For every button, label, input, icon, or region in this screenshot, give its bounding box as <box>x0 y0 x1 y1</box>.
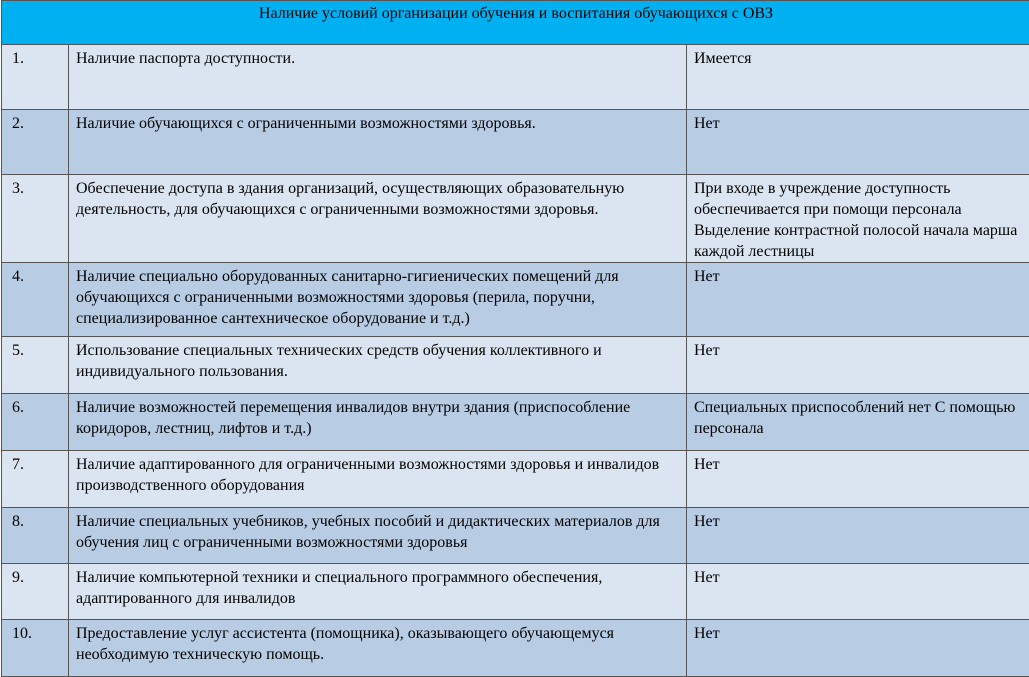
row-number: 9. <box>2 564 69 620</box>
row-number: 6. <box>2 394 69 451</box>
row-number: 2. <box>2 110 69 175</box>
row-value: Имеется <box>687 45 1029 110</box>
table-row <box>2 263 1029 337</box>
row-number: 5. <box>2 337 69 394</box>
row-value: Специальных приспособлений нет С помощью персонала <box>687 394 1029 451</box>
table-title: Наличие условий организации обучения и воспитания обучающихся с ОВЗ <box>2 1 1029 45</box>
row-description: Наличие компьютерной техники и специального программного обеспечения, адаптированного для инвалидов <box>69 564 687 620</box>
row-description: Наличие паспорта доступности. <box>69 45 687 110</box>
row-description: Использование специальных технических средств обучения коллективного и индивидуального пользования. <box>69 337 687 394</box>
row-description: Наличие специальных учебников, учебных пособий и дидактических материалов для обучения лиц с ограниченными возможностями здоровья <box>69 508 687 564</box>
row-description: Наличие возможностей перемещения инвалидов внутри здания (приспособление коридоров, лестниц, лифтов и т.д.) <box>69 394 687 451</box>
row-description: Обеспечение доступа в здания организаций, осуществляющих образовательную деятельность, для обучающихся с ограниченными возможностями здоровья. <box>69 175 687 263</box>
table-row <box>2 45 1029 110</box>
table-row <box>2 451 1029 508</box>
row-description: Наличие специально оборудованных санитарно-гигиенических помещений для обучающихся с ограниченными возможностями здоровья (перила, поручни, специализированное сантехническое оборудование и т.д.) <box>69 263 687 337</box>
row-value: Нет <box>687 337 1029 394</box>
row-value: Нет <box>687 620 1029 677</box>
table-row <box>2 620 1029 677</box>
row-number: 4. <box>2 263 69 337</box>
row-number: 3. <box>2 175 69 263</box>
row-value: При входе в учреждение доступность обеспечивается при помощи персонала Выделение контрастной полосой начала марша каждой лестницы <box>687 175 1029 263</box>
row-value: Нет <box>687 564 1029 620</box>
ovz-conditions-table <box>1 0 1029 677</box>
row-value: Нет <box>687 110 1029 175</box>
row-description: Предоставление услуг ассистента (помощника), оказывающего обучающемуся необходимую техническую помощь. <box>69 620 687 677</box>
table-row <box>2 110 1029 175</box>
table-row <box>2 175 1029 263</box>
table-header-row <box>2 1 1029 45</box>
table-row <box>2 337 1029 394</box>
table-row <box>2 564 1029 620</box>
row-description: Наличие адаптированного для ограниченными возможностями здоровья и инвалидов производственного оборудования <box>69 451 687 508</box>
row-value: Нет <box>687 263 1029 337</box>
row-description: Наличие обучающихся с ограниченными возможностями здоровья. <box>69 110 687 175</box>
row-number: 10. <box>2 620 69 677</box>
row-number: 1. <box>2 45 69 110</box>
table-row <box>2 508 1029 564</box>
row-value: Нет <box>687 451 1029 508</box>
row-number: 7. <box>2 451 69 508</box>
row-number: 8. <box>2 508 69 564</box>
table-row <box>2 394 1029 451</box>
row-value: Нет <box>687 508 1029 564</box>
